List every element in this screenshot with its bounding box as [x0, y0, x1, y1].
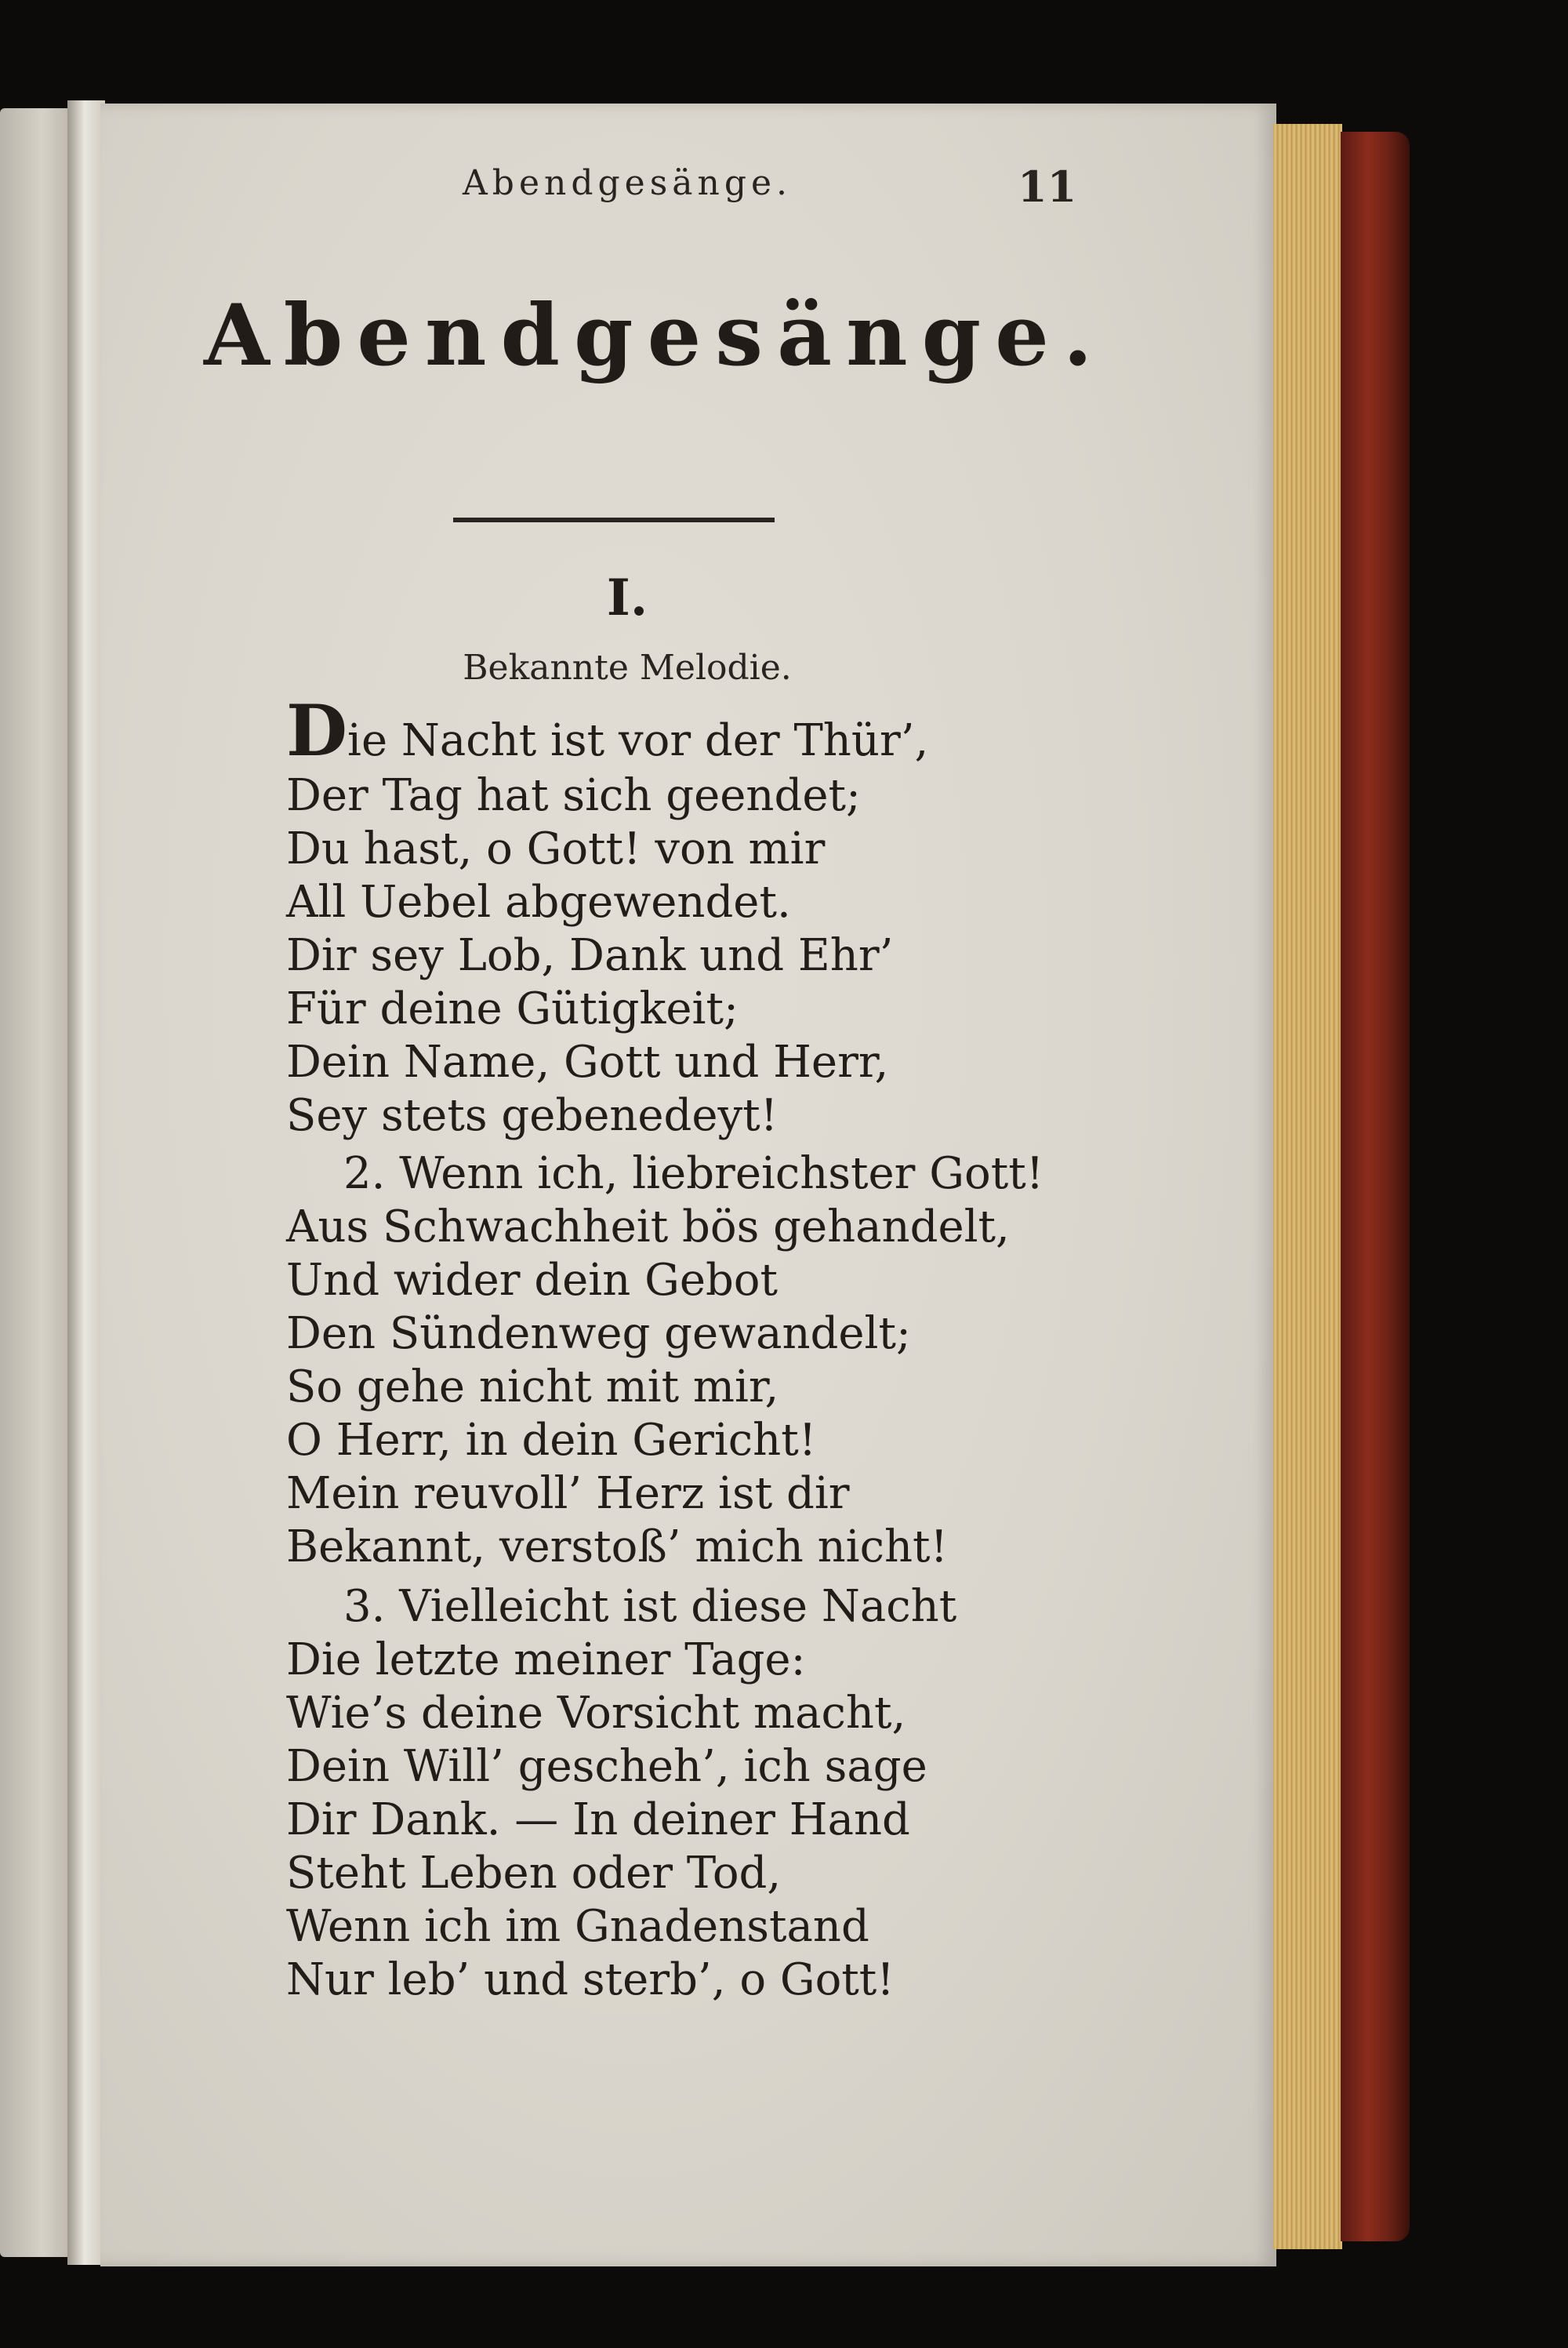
verse-line: O Herr, in dein Gericht! [286, 1415, 817, 1466]
verse-line: Du hast, o Gott! von mir [286, 823, 826, 874]
verse-line: Und wider dein Gebot [286, 1255, 779, 1306]
book-cover-edge [1341, 132, 1410, 2241]
verse-line: So gehe nicht mit mir, [286, 1361, 779, 1412]
page-fore-edge [1273, 124, 1342, 2249]
verse-line: Mein reuvoll’ Herz ist dir [286, 1468, 850, 1519]
verse-line [286, 689, 929, 772]
verse-line: Wie’s deine Vorsicht macht, [286, 1688, 906, 1739]
verse-line: Dir Dank. — In deiner Hand [286, 1794, 910, 1845]
hymn-number: I. [606, 569, 648, 627]
left-page-edge [0, 108, 71, 2257]
page-title: Abendgesänge. [204, 286, 1107, 385]
title-rule [453, 518, 775, 522]
running-head: Abendgesänge. [463, 163, 793, 203]
drop-cap-letter: D [286, 689, 348, 772]
verse-line: Dir sey Lob, Dank und Ehr’ [286, 930, 894, 981]
verse-line: Bekannt, verstoß’ mich nicht! [286, 1521, 949, 1572]
verse-line-text: ie Nacht ist vor der Thür’, [347, 715, 929, 766]
verse-line: Wenn ich im Gnadenstand [286, 1901, 869, 1952]
verse-line: Den Sündenweg gewandelt; [286, 1308, 911, 1359]
verse-line: Der Tag hat sich geendet; [286, 770, 861, 821]
verse-line: Sey stets gebenedeyt! [286, 1090, 779, 1141]
page-number: 11 [1018, 162, 1077, 212]
verse-line: Dein Will’ gescheh’, ich sage [286, 1741, 927, 1792]
book-gutter [67, 100, 105, 2265]
verse-line: Aus Schwachheit bös gehandelt, [286, 1201, 1010, 1252]
verse-line: Nur leb’ und sterb’, o Gott! [286, 1954, 895, 2005]
verse-line: Steht Leben oder Tod, [286, 1848, 782, 1899]
verse-line: Für deine Gütigkeit; [286, 983, 739, 1034]
verse-line: Dein Name, Gott und Herr, [286, 1037, 889, 1088]
verse-line: 2. Wenn ich, liebreichster Gott! [343, 1148, 1044, 1199]
verse-line: Die letzte meiner Tage: [286, 1634, 806, 1685]
verse-line: All Uebel abgewendet. [286, 877, 791, 928]
verse-line: 3. Vielleicht ist diese Nacht [343, 1581, 957, 1632]
melody-note: Bekannte Melodie. [463, 648, 792, 688]
